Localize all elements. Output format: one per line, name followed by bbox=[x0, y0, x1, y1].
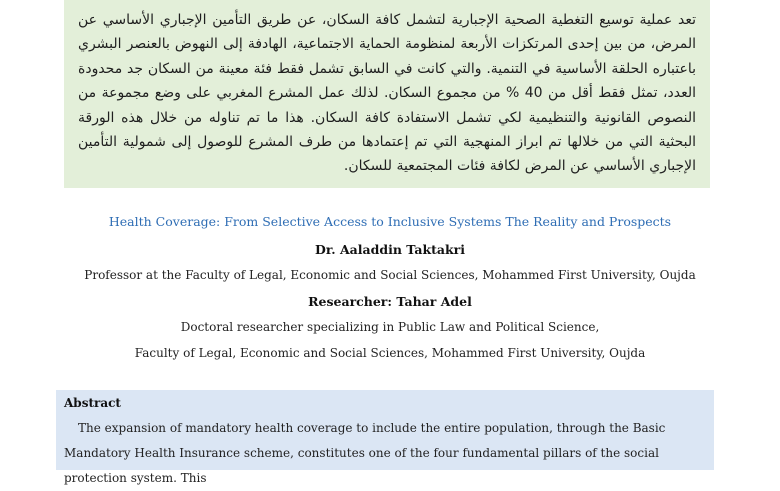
arabic-summary-box bbox=[64, 0, 710, 188]
paper-title: Health Coverage: From Selective Access to Inclusive Systems The Reality and Prospects bbox=[108, 214, 672, 229]
arabic-summary-text: تعد عملية توسيع التغطية الصحية الإجبارية لتشمل كافة السكان، عن طريق التأمين الإجباري الأساسي عن المرض، من بين إحدى المرتكزات الأربعة لمنظومة الحماية الاجتماعية، الهادفة إلى النهوض بالعنصر البشري باعتباره الحلقة الأساسية في التنمية. والتي كانت في السابق تشمل فقط فئة معينة من السكان جد محدودة العدد، تمثل فقط أقل من 40 % من مجموع السكان. لذلك عمل المشرع المغربي على وضع مجموعة من النصوص القانونية والتنظيمية لكي تشمل الاستفادة كافة السكان. هذا ما تم تناوله من خلال هذه الورقة البحثية التي من خلالها تم ابراز المنهجية التي تم إعتمادها من طرف المشرع للوصول إلى شمولية التأمين الإجباري الأساسي عن المرض لكافة فئات المجتمعية للسكان. bbox=[78, 12, 696, 175]
author-name: Dr. Aaladdin Taktakri bbox=[314, 242, 466, 257]
abstract-text: The expansion of mandatory health coverage to include the entire population, through the Basic Mandatory Health Insurance scheme, constitutes one of the four fundamental pillars of the social protection system. This bbox=[64, 421, 666, 485]
researcher-affiliation-line-2: Faculty of Legal, Economic and Social Sciences, Mohammed First University, Oujda bbox=[134, 346, 646, 360]
researcher-name: Researcher: Tahar Adel bbox=[308, 294, 472, 309]
abstract-heading: Abstract bbox=[64, 396, 121, 410]
researcher-affiliation-line-1: Doctoral researcher specializing in Public Law and Political Science, bbox=[180, 320, 600, 334]
abstract-box bbox=[56, 390, 714, 485]
author-affiliation: Professor at the Faculty of Legal, Economic and Social Sciences, Mohammed First University, Oujda bbox=[84, 268, 696, 282]
